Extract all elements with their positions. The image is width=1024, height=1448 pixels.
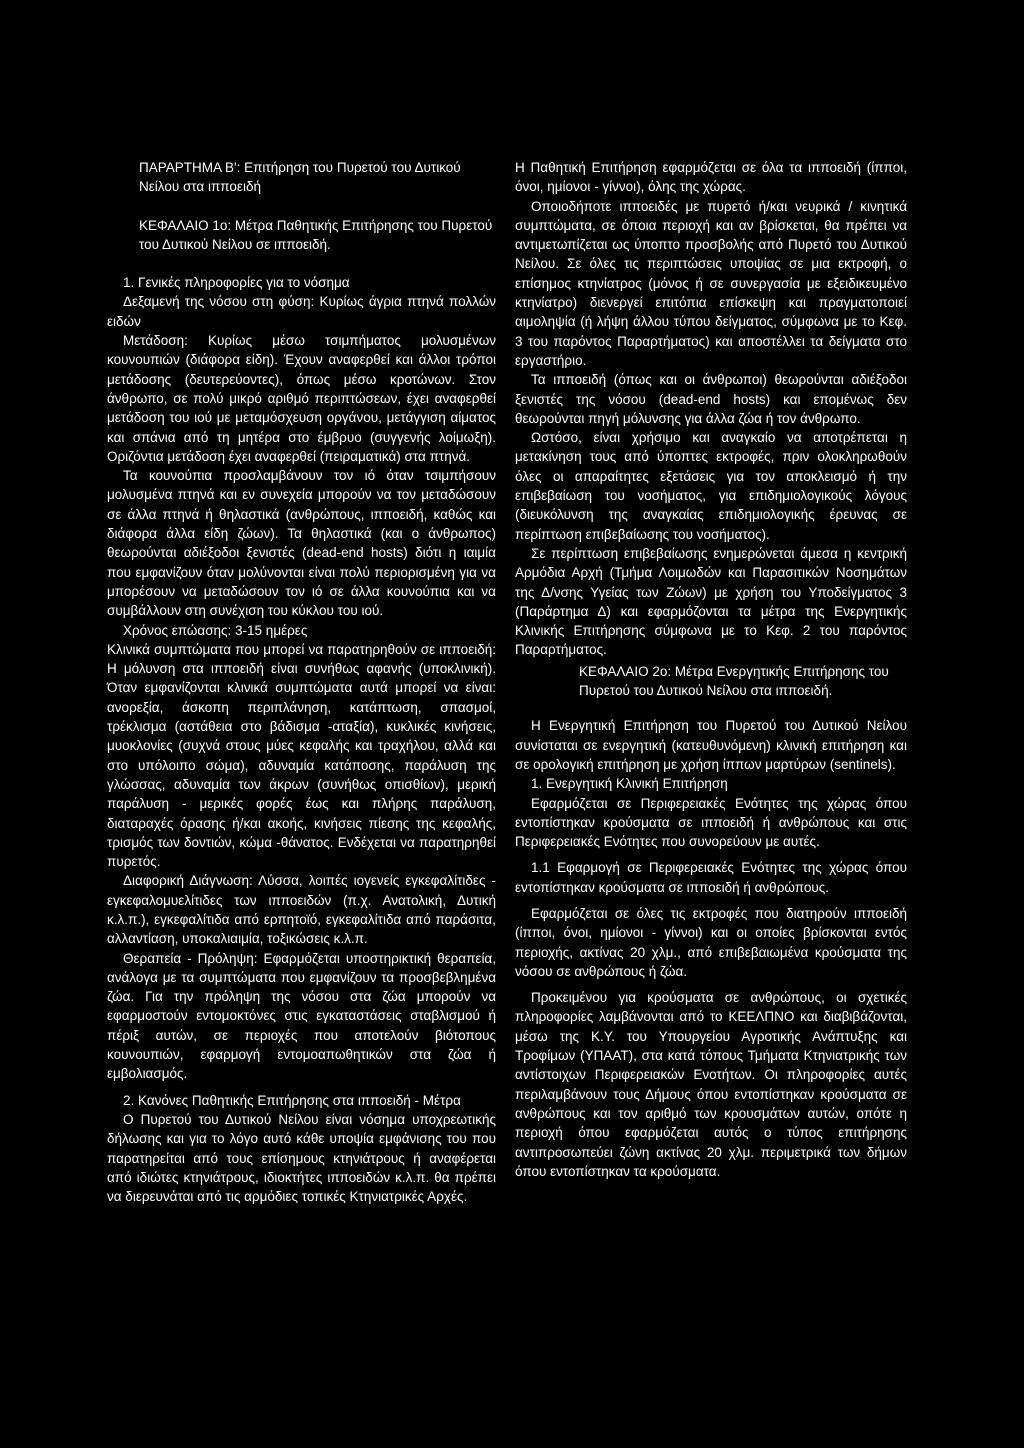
right-column — [515, 158, 907, 1181]
paragraph-20km-radius: Εφαρμόζεται σε όλες τις εκτροφές που διατηρούν ιπποειδή (ίπποι, όνοι, ημίονοι - γίννοι) και οι οποίες βρίσκονται εντός περιοχής, ακτίνας 20 χλμ., από επιβεβαιωμένα κρούσματα της νόσου σε ανθρώπους ή ζώα. — [515, 905, 907, 979]
paragraph-mandatory-notification: Ο Πυρετού του Δυτικού Νείλου είναι νόσημα υποχρεωτικής δήλωσης και για το λόγο αυτό κάθε υποψία εμφάνισης του που παρατηρείται από τους επίσημους κτηνιάτρους ή αναφέρεται από ιδιώτες κτηνιάτρους, ιδιοκτήτες ιπποειδών κ.λ.π. θα πρέπει να διερευνάται από τις αρμόδιες τοπικές Κτηνιατρικές Αρχές. — [107, 1111, 496, 1205]
section-heading-active-clinical: 1. Ενεργητική Κλινική Επιτήρηση — [531, 776, 728, 792]
paragraph-differential-diagnosis: Διαφορική Διάγνωση: Λύσσα, λοιπές ιογενείς εγκεφαλίτιδες - εγκεφαλομυελίτιδες των ιπποειδών (π.χ. Ανατολική, Δυτική κ.λ.π.), εγκεφαλίτιδα από ερπητοϊό, εγκεφαλίτιδα από παράσιτα, αλλαντίαση, υποκαλιαιμία, τοξικώσεις κ.λ.π. — [107, 873, 496, 947]
paragraph-mosquitoes: Τα κουνούπια προσλαμβάνουν τον ιό όταν τσιμπήσουν μολυσμένα πτηνά και εν συνεχεία μπορούν να τον μεταδώσουν σε άλλα πτηνά ή θηλαστικά (ανθρώπους, ιπποειδή, καθώς και διάφορα άλλα είδη ζώων). Τα θηλαστικά (και ο άνθρωπος) θεωρούνται αδιέξοδοι ξενιστές (dead-end hosts) διότι η ιαιμία που εμφανίζουν όταν μολύνονται είναι πολύ περιορισμένη για να μπορέσουν να μεταδώσουν τον ιό σε άλλα κουνούπια και να συμβάλλουν στη συνέχιση του κύκλου του ιού. — [107, 468, 496, 619]
paragraph-reservoir: Δεξαμενή της νόσου στη φύση: Κυρίως άγρια πτηνά πολλών ειδών — [107, 294, 496, 329]
chapter-2-heading: ΚΕΦΑΛΑΙΟ 2ο: Μέτρα Ενεργητικής Επιτήρησης του Πυρετού του Δυτικού Νείλου στα ιπποειδή. — [579, 663, 889, 699]
annex-title: ΠΑΡΑΡΤΗΜΑ Β': Επιτήρηση του Πυρετού του Δυτικού Νείλου στα ιπποειδή — [139, 160, 461, 195]
paragraph-transmission: Μετάδοση: Κυρίως μέσω τσιμπήματος μολυσμένων κουνουπιών (διάφορα είδη). Έχουν αναφερθεί και άλλοι τρόποι μετάδοσης (δευτερεύοντες), όπως μέσω κροτώνων. Στον άνθρωπο, σε πολύ μικρό αριθμό περιπτώσεων, έχει αναφερθεί μετάδοση του ιού με μεταμόσχευση οργάνου, μετάγγιση αίματος και σπάνια από τη μητέρα στο έμβρυο (συγγενής λοίμωξη). Οριζόντια μετάδοση έχει αναφερθεί (πειραματικά) στα πτηνά. — [107, 333, 496, 464]
section-heading-general-info: 1. Γενικές πληροφορίες για το νόσημα — [123, 275, 350, 291]
paragraph-passive-scope: Η Παθητική Επιτήρηση εφαρμόζεται σε όλα τα ιπποειδή (ίπποι, όνοι, ημίονοι - γίννοι), όλης της χώρας. — [515, 160, 907, 195]
paragraph-suspect-case: Οποιοδήποτε ιπποειδές με πυρετό ή/και νευρικά / κινητικά συμπτώματα, σε όποια περιοχή και αν βρίσκεται, θα πρέπει να αντιμετωπίζεται ως ύποπτο προσβολής από Πυρετό του Δυτικού Νείλου. Σε όλες τις περιπτώσεις υποψίας σε μια εκτροφή, ο επίσημος κτηνίατρος (μόνος ή σε συνεργασία με εξειδικευμένο κτηνίατρο) διενεργεί επιτόπια επίσκεψη και πραγματοποιεί αιμοληψία (ή λήψη άλλου τύπου δείγματος, σύμφωνα με το Κεφ. 3 του παρόντος Παραρτήματος) και αποστέλλει τα δείγματα στο εργαστήριο. — [515, 198, 907, 368]
paragraph-clinical-signs: Κλινικά συμπτώματα που μπορεί να παρατηρηθούν σε ιπποειδή: Η μόλυνση στα ιπποειδή είναι συνήθως αφανής (υποκλινική). Όταν εμφανίζονται κλινικά συμπτώματα αυτά μπορεί να είναι: ανορεξία, άσκοπη περιπλάνηση, κατάπτωση, σπασμοί, τρέκλισμα (αστάθεια στο βάδισμα -αταξία), κυκλικές κινήσεις, μυοκλονίες (συχνά στους μύες κεφαλής και τραχήλου, αλλά και στο υπόλοιπο σώμα), αδυναμία κατάποσης, παράλυση της γλώσσας, αδυναμία των άκρων (συνήθως οπισθίων), μερική παράλυση - μερικές φορές έως και πλήρης παράλυση, διαταραχές όρασης ή/και ακοής, κινήσεις πίεσης της κεφαλής, τρισμός των δοντιών, κώμα -θάνατος. Ενδέχεται να παρατηρηθεί πυρετός. — [107, 641, 496, 870]
paragraph-movement-restriction: Ωστόσο, είναι χρήσιμο και αναγκαίο να αποτρέπεται η μετακίνηση τους από ύποπτες εκτροφές, πριν ολοκληρωθούν όλες οι απαραίτητες εξετάσεις για τον αποκλεισμό ή την επιβεβαίωση του νοσήματος, για επιδημιολογικούς λόγους (διευκόλυνση της αναγκαίας επιδημιολογικής έρευνας σε περίπτωση επιβεβαίωσης του νοσήματος). — [515, 430, 907, 542]
paragraph-active-surveillance: Η Ενεργητική Επιτήρηση του Πυρετού του Δυτικού Νείλου συνίσταται σε ενεργητική (κατευθυνόμενη) κλινική επιτήρηση και σε ορολογική επιτήρηση με χρήση ίππων μαρτύρων (sentinels). — [515, 718, 907, 772]
section-heading-1-1: 1.1 Εφαρμογή σε Περιφερειακές Ενότητες της χώρας όπου εντοπίστηκαν κρούσματα σε ιπποειδή ή ανθρώπους. — [515, 860, 907, 895]
paragraph-human-cases-info: Προκειμένου για κρούσματα σε ανθρώπους, οι σχετικές πληροφορίες λαμβάνονται από το ΚΕΕΛΠΝΟ και διαβιβάζονται, μέσω της Κ.Υ. του Υπουργείου Αγροτικής Ανάπτυξης και Τροφίμων (ΥΠΑΑΤ), στα κατά τόπους Τμήματα Κτηνιατρικής των αντίστοιχων Περιφερειακών Ενοτήτων. Οι πληροφορίες αυτές περιλαμβάνουν τους Δήμους όπου εντοπίστηκαν κρούσματα σε ανθρώπους και τον αριθμό των κρουσμάτων αυτών, οπότε η περιοχή όπου εφαρμόζεται αυτός ο τύπος επιτήρησης αντιπροσωπεύει ζώνη ακτίνας 20 χλμ. περιμετρικά των δήμων όπου εντοπίστηκαν τα κρούσματα. — [515, 990, 907, 1179]
left-column — [107, 158, 496, 1206]
paragraph-treatment-prevention: Θεραπεία - Πρόληψη: Εφαρμόζεται υποστηρικτική θεραπεία, ανάλογα με τα συμπτώματα που εμφανίζουν τα προσβεβλημένα ζώα. Για την πρόληψη της νόσου στα ζώα μπορούν να εφαρμοστούν εντομοκτόνες στις εγκαταστάσεις σταβλισμού ή πέριξ αυτών, σε περιοχές που αποτελούν βιότοπους κουνουπιών, εφαρμογή εντομοαπωθητικών στα ζώα ή εμβολιασμός. — [107, 950, 496, 1082]
section-heading-passive-rules: 2. Κανόνες Παθητικής Επιτήρησης στα ιπποειδή - Μέτρα — [123, 1092, 461, 1108]
paragraph-active-clinical-scope: Εφαρμόζεται σε Περιφερειακές Ενότητες της χώρας όπου εντοπίστηκαν κρούσματα σε ιπποειδή ή ανθρώπους και στις Περιφερειακές Ενότητες που συνορεύουν με αυτές. — [515, 795, 907, 850]
paragraph-dead-end-hosts: Τα ιπποειδή (όπως και οι άνθρωποι) θεωρούνται αδιέξοδοι ξενιστές της νόσου (dead-end hosts) και επομένως δεν θεωρούνται πηγή μόλυνσης για άλλα ζώα ή τον άνθρωπο. — [515, 372, 907, 426]
chapter-1-heading: ΚΕΦΑΛΑΙΟ 1ο: Μέτρα Παθητικής Επιτήρησης του Πυρετού του Δυτικού Νείλου σε ιπποειδή. — [139, 217, 493, 252]
paragraph-incubation: Χρόνος επώασης: 3-15 ημέρες — [123, 622, 308, 638]
paragraph-confirmation: Σε περίπτωση επιβεβαίωσης ενημερώνεται άμεσα η κεντρική Αρμόδια Αρχή (Τμήμα Λοιμωδών και Παρασιτικών Νοσημάτων της Δ/νσης Υγείας των Ζώων) με χρήση του Υποδείγματος 3 (Παράρτημα Δ) και εφαρμόζονται τα μέτρα της Ενεργητικής Κλινικής Επιτήρησης σύμφωνα με το Κεφ. 2 του παρόντος Παραρτήματος. — [515, 545, 907, 658]
